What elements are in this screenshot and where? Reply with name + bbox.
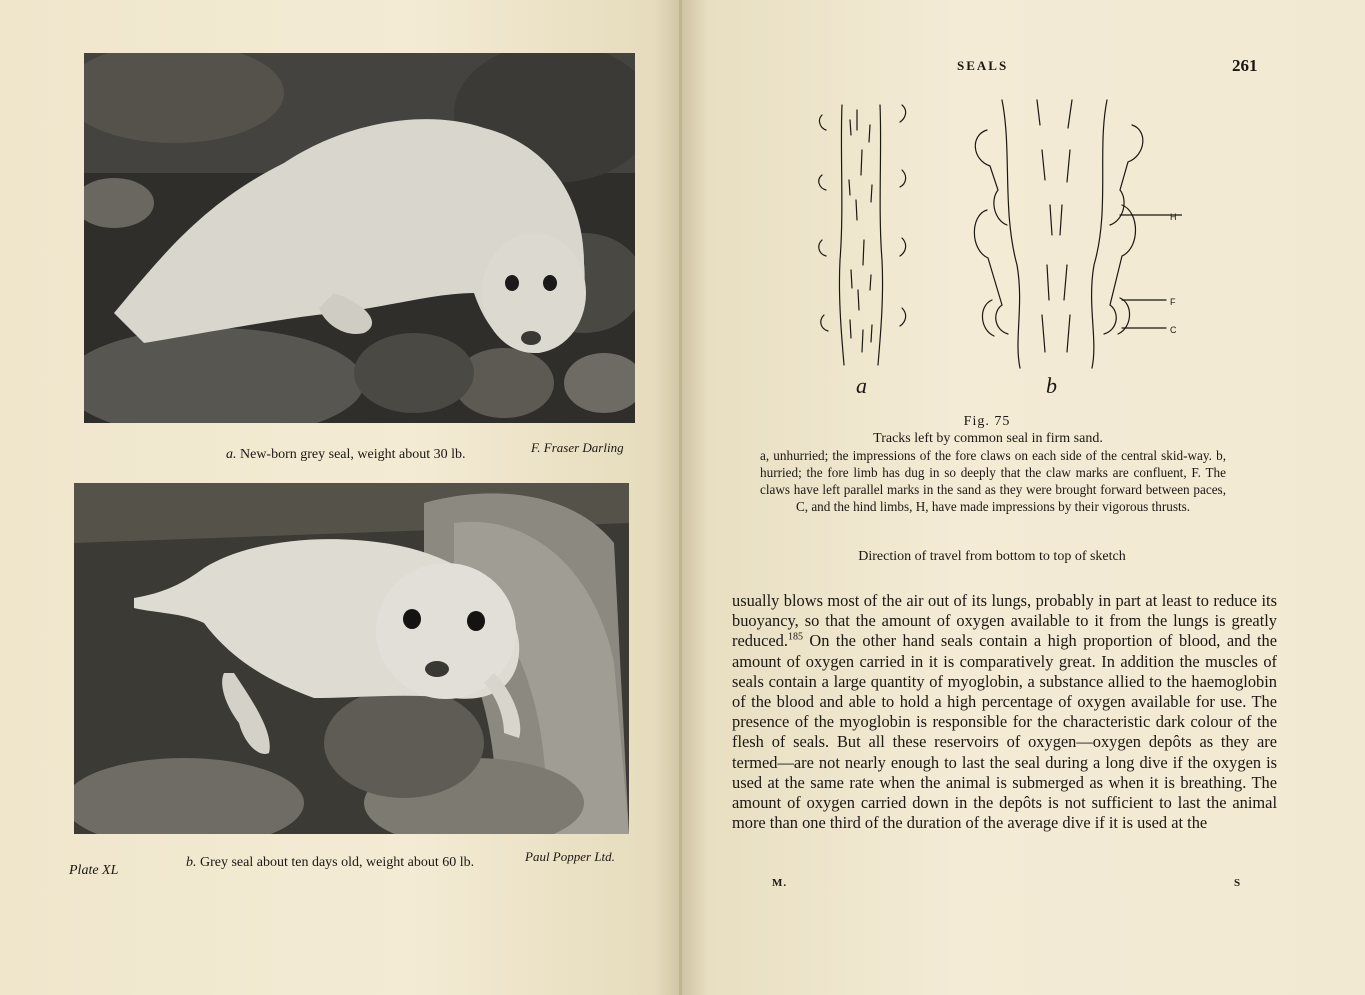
annotation-H: H — [1170, 212, 1177, 222]
body-paragraph — [732, 591, 1277, 833]
figure-description: a, unhurried; the impressions of the fore claws on each side of the central skid-way. b, hurried; the fore limb has dug in so deeply that the claw marks are confluent, F. The claws have left parallel marks in the sand as they were brought forward between paces, C, and the hind limbs, H, have made impressions by their vigorous thrusts. — [760, 448, 1226, 514]
figure-direction: Direction of travel from bottom to top of sketch — [858, 549, 1126, 564]
footnote-ref: 185 — [787, 631, 803, 643]
signature-mark-right: S — [1234, 877, 1242, 889]
running-head: SEALS — [957, 58, 1009, 73]
signature-mark-left: M. — [772, 877, 788, 889]
annotation-F: F — [1170, 297, 1176, 307]
left-page — [0, 0, 682, 995]
annotation-C: C — [1170, 325, 1177, 335]
seal-tracks-sketch — [802, 90, 1182, 380]
body-text-part-1: usually blows most of the air out of its lungs, probably in part at least to reduce its buoyancy, so that the amount of oxygen available to it from the lungs is greatly reduced. — [732, 591, 1277, 651]
photo-b-caption — [186, 855, 474, 871]
photo-b-caption-text: Grey seal about ten days old, weight about 60 lb. — [200, 855, 475, 870]
body-text-part-2: On the other hand seals contain a high proportion of blood, and the amount of oxygen carried in it is comparatively great. In addition the muscles of seals contain a large quantity of myoglobin, a substance allied to the haemoglobin of the blood and able to hold a high percentage of oxygen available for use. The presence of the myoglobin is responsible for the characteristic dark colour of the flesh of seals. But all these reservoirs of oxygen—oxygen depôts as they are termed—are not nearly enough to last the seal during a long dive if the oxygen is used at the same rate when the animal is submerged as when it is breathing. The amount of oxygen carried down in the depôts is not sufficient to last the animal more than one third of the duration of the average dive if it is used at the — [732, 631, 1277, 833]
figure-number: Fig. 75 — [963, 414, 1011, 429]
figure-label-a: a — [856, 373, 867, 398]
photo-a-caption — [226, 447, 466, 463]
plate-label: Plate XL — [69, 863, 119, 878]
photo-ten-day-seal — [74, 483, 629, 834]
photo-a-caption-text: New-born grey seal, weight about 30 lb. — [240, 447, 466, 462]
photo-newborn-seal — [84, 53, 635, 423]
photo-a-credit: F. Fraser Darling — [531, 440, 624, 455]
figure-label-b: b — [1046, 373, 1057, 398]
photo-a-caption-letter: a. — [226, 447, 237, 462]
photo-b-caption-letter: b. — [186, 855, 197, 870]
figure-title: Tracks left by common seal in firm sand. — [873, 431, 1103, 446]
photo-b-credit: Paul Popper Ltd. — [525, 849, 615, 864]
right-page — [682, 0, 1365, 995]
page-number: 261 — [1232, 56, 1258, 75]
